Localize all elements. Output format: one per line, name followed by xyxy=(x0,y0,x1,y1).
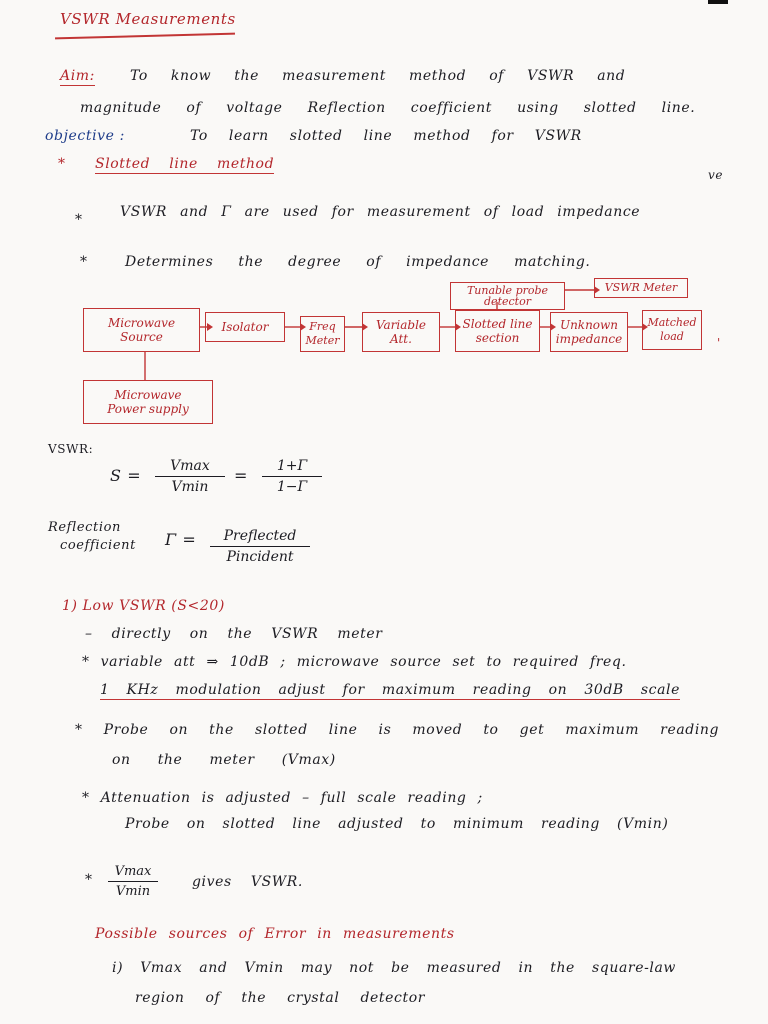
vswr-den-2: 1−Γ xyxy=(276,479,308,495)
low-vswr-line-7: Probe on slotted line adjusted to minimum reading (Vmin) xyxy=(125,816,669,832)
box-unknown-impedance: Unknown impedance xyxy=(550,312,628,352)
box-freq-meter: Freq Meter xyxy=(300,316,345,352)
box-tunable-probe: Tunable probe detector xyxy=(450,282,565,310)
intro-bullet-1: VSWR and Γ are used for measurement of load impedance xyxy=(120,204,641,220)
margin-note: ve xyxy=(708,168,724,182)
low-vswr-line-5: on the meter (Vmax) xyxy=(112,752,336,768)
vswr-fraction-2 xyxy=(262,458,322,495)
refl-lhs: Γ = xyxy=(165,530,197,549)
refl-den: Pincident xyxy=(226,549,294,565)
low-vswr-line-3: 1 KHz modulation adjust for maximum reading on 30dB scale xyxy=(100,682,680,698)
section-slotted-heading: Slotted line method xyxy=(95,156,275,172)
low-vswr-heading: 1) Low VSWR (S<20) xyxy=(62,598,225,614)
errors-line-2: region of the crystal detector xyxy=(135,990,426,1006)
ratio-fraction xyxy=(108,864,158,899)
bullet-star-2: * xyxy=(80,254,88,270)
slotted-bullet: * xyxy=(58,156,66,172)
objective-label: objective : xyxy=(45,128,125,144)
box-slotted-line: Slotted line section xyxy=(455,310,540,352)
refl-fraction xyxy=(210,528,310,565)
aim-line-2: magnitude of voltage Reflection coefficient using slotted line. xyxy=(80,100,696,116)
box-matched-load: Matched load xyxy=(642,310,702,350)
ratio-den: Vmin xyxy=(115,884,151,899)
low-vswr-line-1: – directly on the VSWR meter xyxy=(85,626,383,642)
vswr-eq: = xyxy=(234,466,249,485)
box-power-supply: Microwave Power supply xyxy=(83,380,213,424)
box-isolator: Isolator xyxy=(205,312,285,342)
vswr-num-2: 1+Γ xyxy=(262,458,322,477)
errors-heading: Possible sources of Error in measurements xyxy=(95,926,455,942)
box-variable-att: Variable Att. xyxy=(362,312,440,352)
vswr-den-1: Vmin xyxy=(171,479,209,495)
aim-label: Aim: xyxy=(60,68,95,84)
errors-line-1: i) Vmax and Vmin may not be measured in the square-law xyxy=(112,960,677,976)
diagram-connectors xyxy=(0,0,768,440)
ratio-bullet: * xyxy=(85,872,93,888)
refl-num: Preflected xyxy=(210,528,310,547)
box-microwave-source: Microwave Source xyxy=(83,308,200,352)
ratio-text: gives VSWR. xyxy=(192,874,303,890)
bullet-star-1: * xyxy=(75,212,83,228)
intro-bullet-2: Determines the degree of impedance matching. xyxy=(125,254,591,270)
vswr-lhs: S = xyxy=(110,466,142,485)
ratio-num: Vmax xyxy=(108,864,158,882)
vswr-num-1: Vmax xyxy=(155,458,225,477)
objective-text: To learn slotted line method for VSWR xyxy=(190,128,582,144)
vswr-fraction-1 xyxy=(155,458,225,495)
box-vswr-meter: VSWR Meter xyxy=(594,278,688,298)
low-vswr-line-6: * Attenuation is adjusted – full scale reading ; xyxy=(82,790,483,806)
refl-label-1: Reflection xyxy=(48,520,122,535)
low-vswr-line-2: * variable att ⇒ 10dB ; microwave source set to required freq. xyxy=(82,654,627,670)
aim-line-1: To know the measurement method of VSWR and xyxy=(130,68,626,84)
low-vswr-line-4: * Probe on the slotted line is moved to get maximum reading xyxy=(75,722,720,738)
title-text: VSWR Measurements xyxy=(60,10,236,28)
refl-label-2: coefficient xyxy=(60,538,136,553)
diagram-margin-tick: ' xyxy=(717,336,721,350)
vswr-label: VSWR: xyxy=(48,442,94,456)
